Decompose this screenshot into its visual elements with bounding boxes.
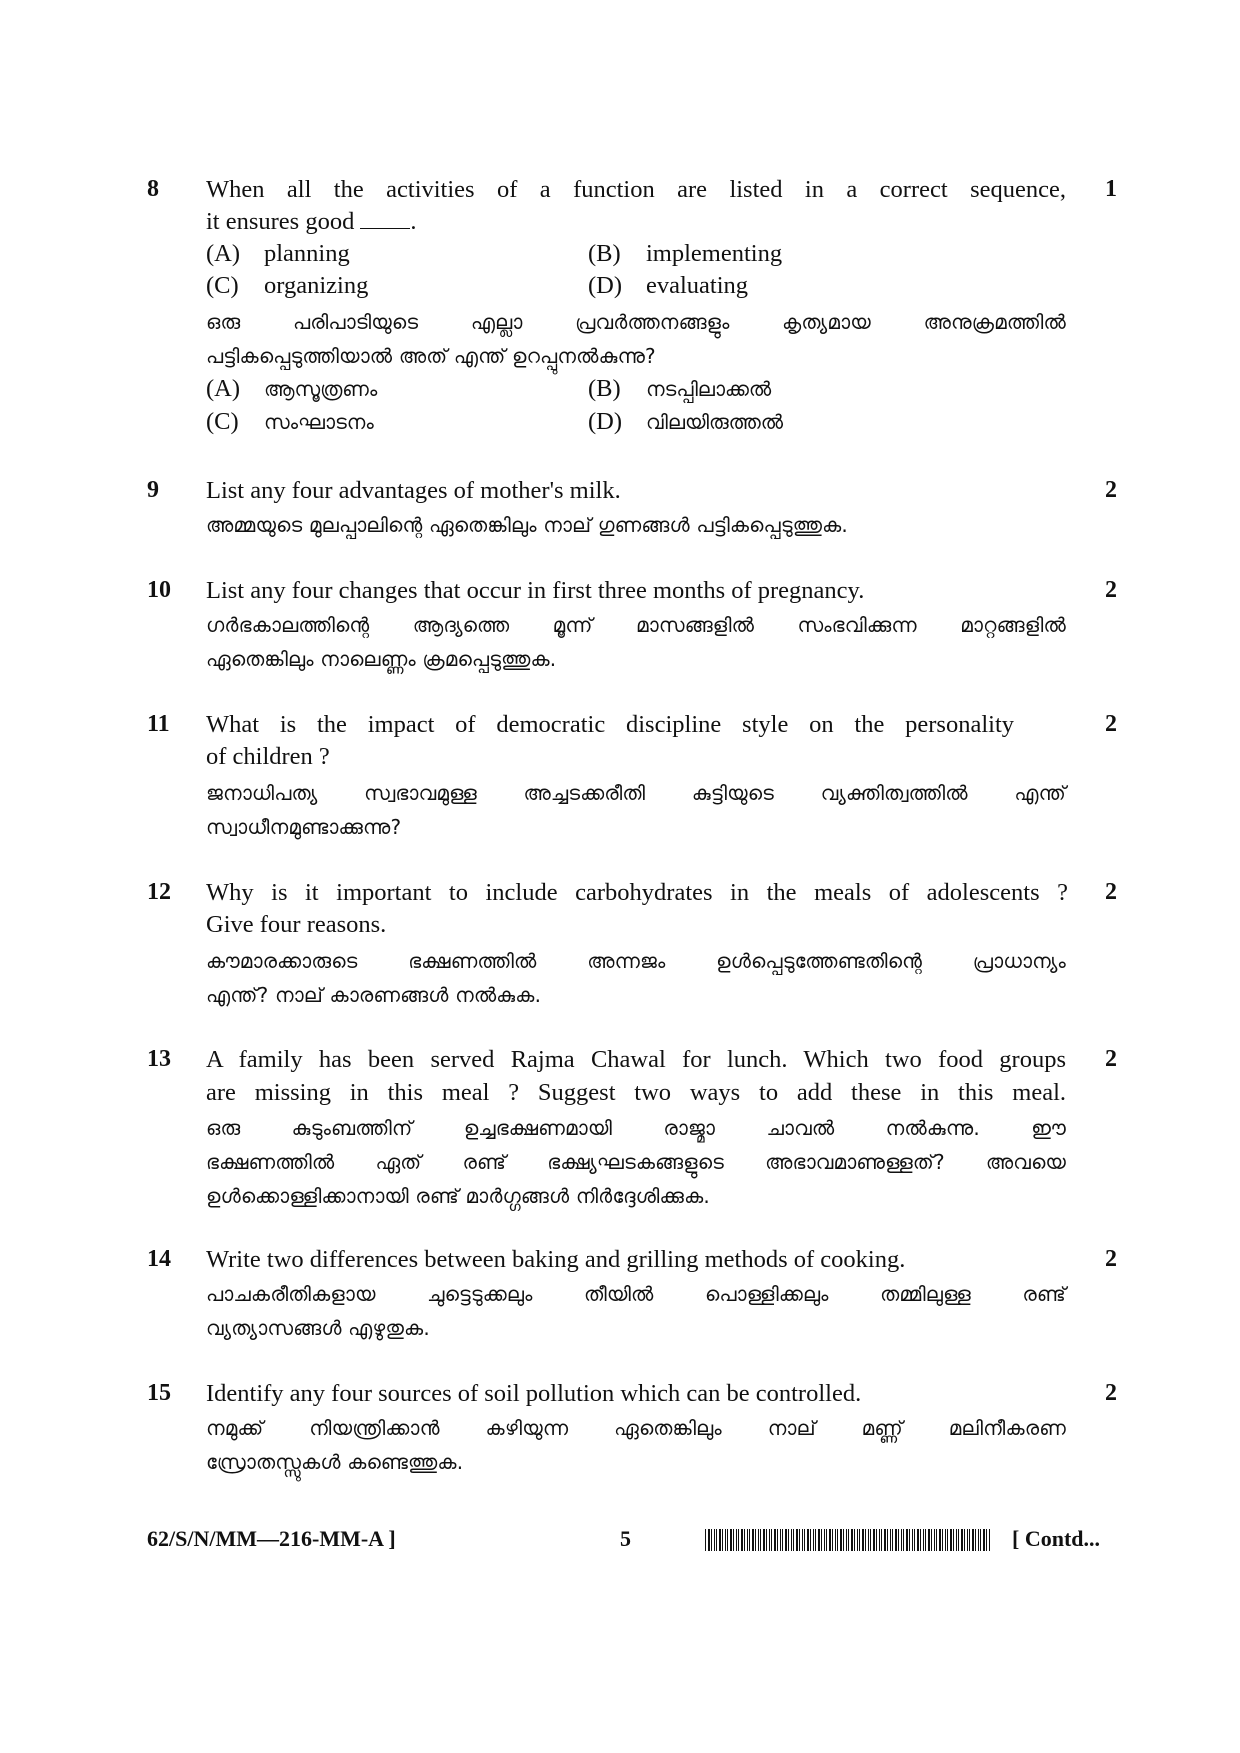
question-text-en: List any four changes that occur in first three months of pregnancy. (206, 577, 865, 604)
question-marks: 2 (1105, 1046, 1117, 1072)
option-a-en: (A) planning (206, 240, 350, 267)
question-text-en: List any four advantages of mother's milk. (206, 477, 621, 504)
question-text-ml: പാചകരീതികളായ ചുട്ടെടുക്കലും തീയിൽ പൊള്ളിക്കലും തമ്മിലുള്ള രണ്ട് (206, 1282, 1066, 1306)
question-text-ml-2: സ്വാധീനമുണ്ടാക്കുന്നു? (206, 815, 402, 839)
option-c-en: (C) organizing (206, 272, 369, 299)
question-marks: 2 (1105, 477, 1117, 503)
question-text-en-2: of children ? (206, 743, 330, 770)
barcode-image (705, 1529, 990, 1551)
question-text-ml: ഒരു കുടുംബത്തിന് ഉച്ചഭക്ഷണമായി രാജ്മാ ചാവൽ നൽകുന്നു. ഈ (206, 1116, 1066, 1140)
question-number: 10 (147, 577, 171, 603)
question-text-ml-2: വ്യത്യാസങ്ങൾ എഴുതുക. (206, 1316, 430, 1340)
continued-label: [ Contd... (1012, 1526, 1101, 1551)
question-text-ml: നമുക്ക് നിയന്ത്രിക്കാൻ കഴിയുന്ന ഏതെങ്കിലും നാല് മണ്ണ് മലിനീകരണ (206, 1416, 1066, 1440)
question-text-en-2: it ensures good . (206, 208, 417, 235)
question-text-en: Write two differences between baking and grilling methods of cooking. (206, 1246, 906, 1273)
question-text-en-2: Give four reasons. (206, 911, 387, 938)
question-marks: 2 (1105, 577, 1117, 603)
option-d-en: (D) evaluating (588, 272, 749, 299)
question-text-ml: ഒരു പരിപാടിയുടെ എല്ലാ പ്രവർത്തനങ്ങളും കൃത്യമായ അനുക്രമത്തിൽ (206, 310, 1066, 334)
question-text-ml-2: എന്ത്? നാല് കാരണങ്ങൾ നൽകുക. (206, 983, 542, 1007)
question-number: 11 (147, 711, 170, 737)
paper-code: 62/S/N/MM—216-MM-A ] (147, 1526, 396, 1551)
answer-blank (360, 208, 410, 229)
question-text-ml: ജനാധിപത്യ സ്വഭാവമുള്ള അച്ചടക്കരീതി കുട്ടിയുടെ വ്യക്തിത്വത്തിൽ എന്ത് (206, 781, 1066, 805)
question-number: 9 (147, 477, 159, 503)
question-number: 14 (147, 1246, 171, 1272)
question-text-ml-2: പട്ടികപ്പെടുത്തിയാൽ അത് എന്ത് ഉറപ്പുനൽകുന്നു? (206, 344, 656, 368)
question-number: 12 (147, 879, 171, 905)
option-b-ml: (B) നടപ്പിലാക്കൽ (588, 375, 772, 402)
question-text-ml-2: ഏതെങ്കിലും നാലെണ്ണം ക്രമപ്പെടുത്തുക. (206, 647, 557, 671)
question-text-en: A family has been served Rajma Chawal for lunch. Which two food groups (206, 1046, 1066, 1073)
question-text-en: When all the activities of a function are listed in a correct sequence, (206, 176, 1066, 203)
question-text-en: Why is it important to include carbohydrates in the meals of adolescents ? (206, 879, 1068, 906)
question-marks: 2 (1105, 879, 1117, 905)
question-text-ml: അമ്മയുടെ മുലപ്പാലിന്റെ ഏതെങ്കിലും നാല് ഗുണങ്ങൾ പട്ടികപ്പെടുത്തുക. (206, 513, 848, 537)
option-b-en: (B) implementing (588, 240, 783, 267)
question-text-ml-2: ഭക്ഷണത്തിൽ ഏത് രണ്ട് ഭക്ഷ്യഘടകങ്ങളുടെ അഭാവമാണുള്ളത്? അവയെ (206, 1150, 1066, 1174)
option-d-ml: (D) വിലയിരുത്തൽ (588, 408, 784, 435)
question-number: 13 (147, 1046, 171, 1072)
question-text-ml-2: സ്രോതസ്സുകൾ കണ്ടെത്തുക. (206, 1450, 464, 1474)
question-marks: 2 (1105, 711, 1117, 737)
question-text-ml: ഗർഭകാലത്തിന്റെ ആദ്യത്തെ മൂന്ന് മാസങ്ങളിൽ സംഭവിക്കുന്ന മാറ്റങ്ങളിൽ (206, 613, 1066, 637)
question-text-en: Identify any four sources of soil pollution which can be controlled. (206, 1380, 862, 1407)
question-text-ml-3: ഉൾക്കൊള്ളിക്കാനായി രണ്ട് മാർഗ്ഗങ്ങൾ നിർദ്ദേശിക്കുക. (206, 1184, 710, 1208)
option-c-ml: (C) സംഘാടനം (206, 408, 374, 435)
question-marks: 2 (1105, 1380, 1117, 1406)
question-marks: 1 (1105, 176, 1117, 202)
question-text-ml: കൗമാരക്കാരുടെ ഭക്ഷണത്തിൽ അന്നജം ഉൾപ്പെടുത്തേണ്ടതിന്റെ പ്രാധാന്യം (206, 949, 1066, 973)
page-number: 5 (620, 1526, 631, 1551)
option-a-ml: (A) ആസൂത്രണം (206, 375, 378, 402)
question-marks: 2 (1105, 1246, 1117, 1272)
question-text-en-2: are missing in this meal ? Suggest two ways to add these in this meal. (206, 1079, 1066, 1106)
question-number: 8 (147, 176, 159, 202)
question-text-en: What is the impact of democratic discipline style on the personality (206, 711, 1014, 738)
question-number: 15 (147, 1380, 171, 1406)
